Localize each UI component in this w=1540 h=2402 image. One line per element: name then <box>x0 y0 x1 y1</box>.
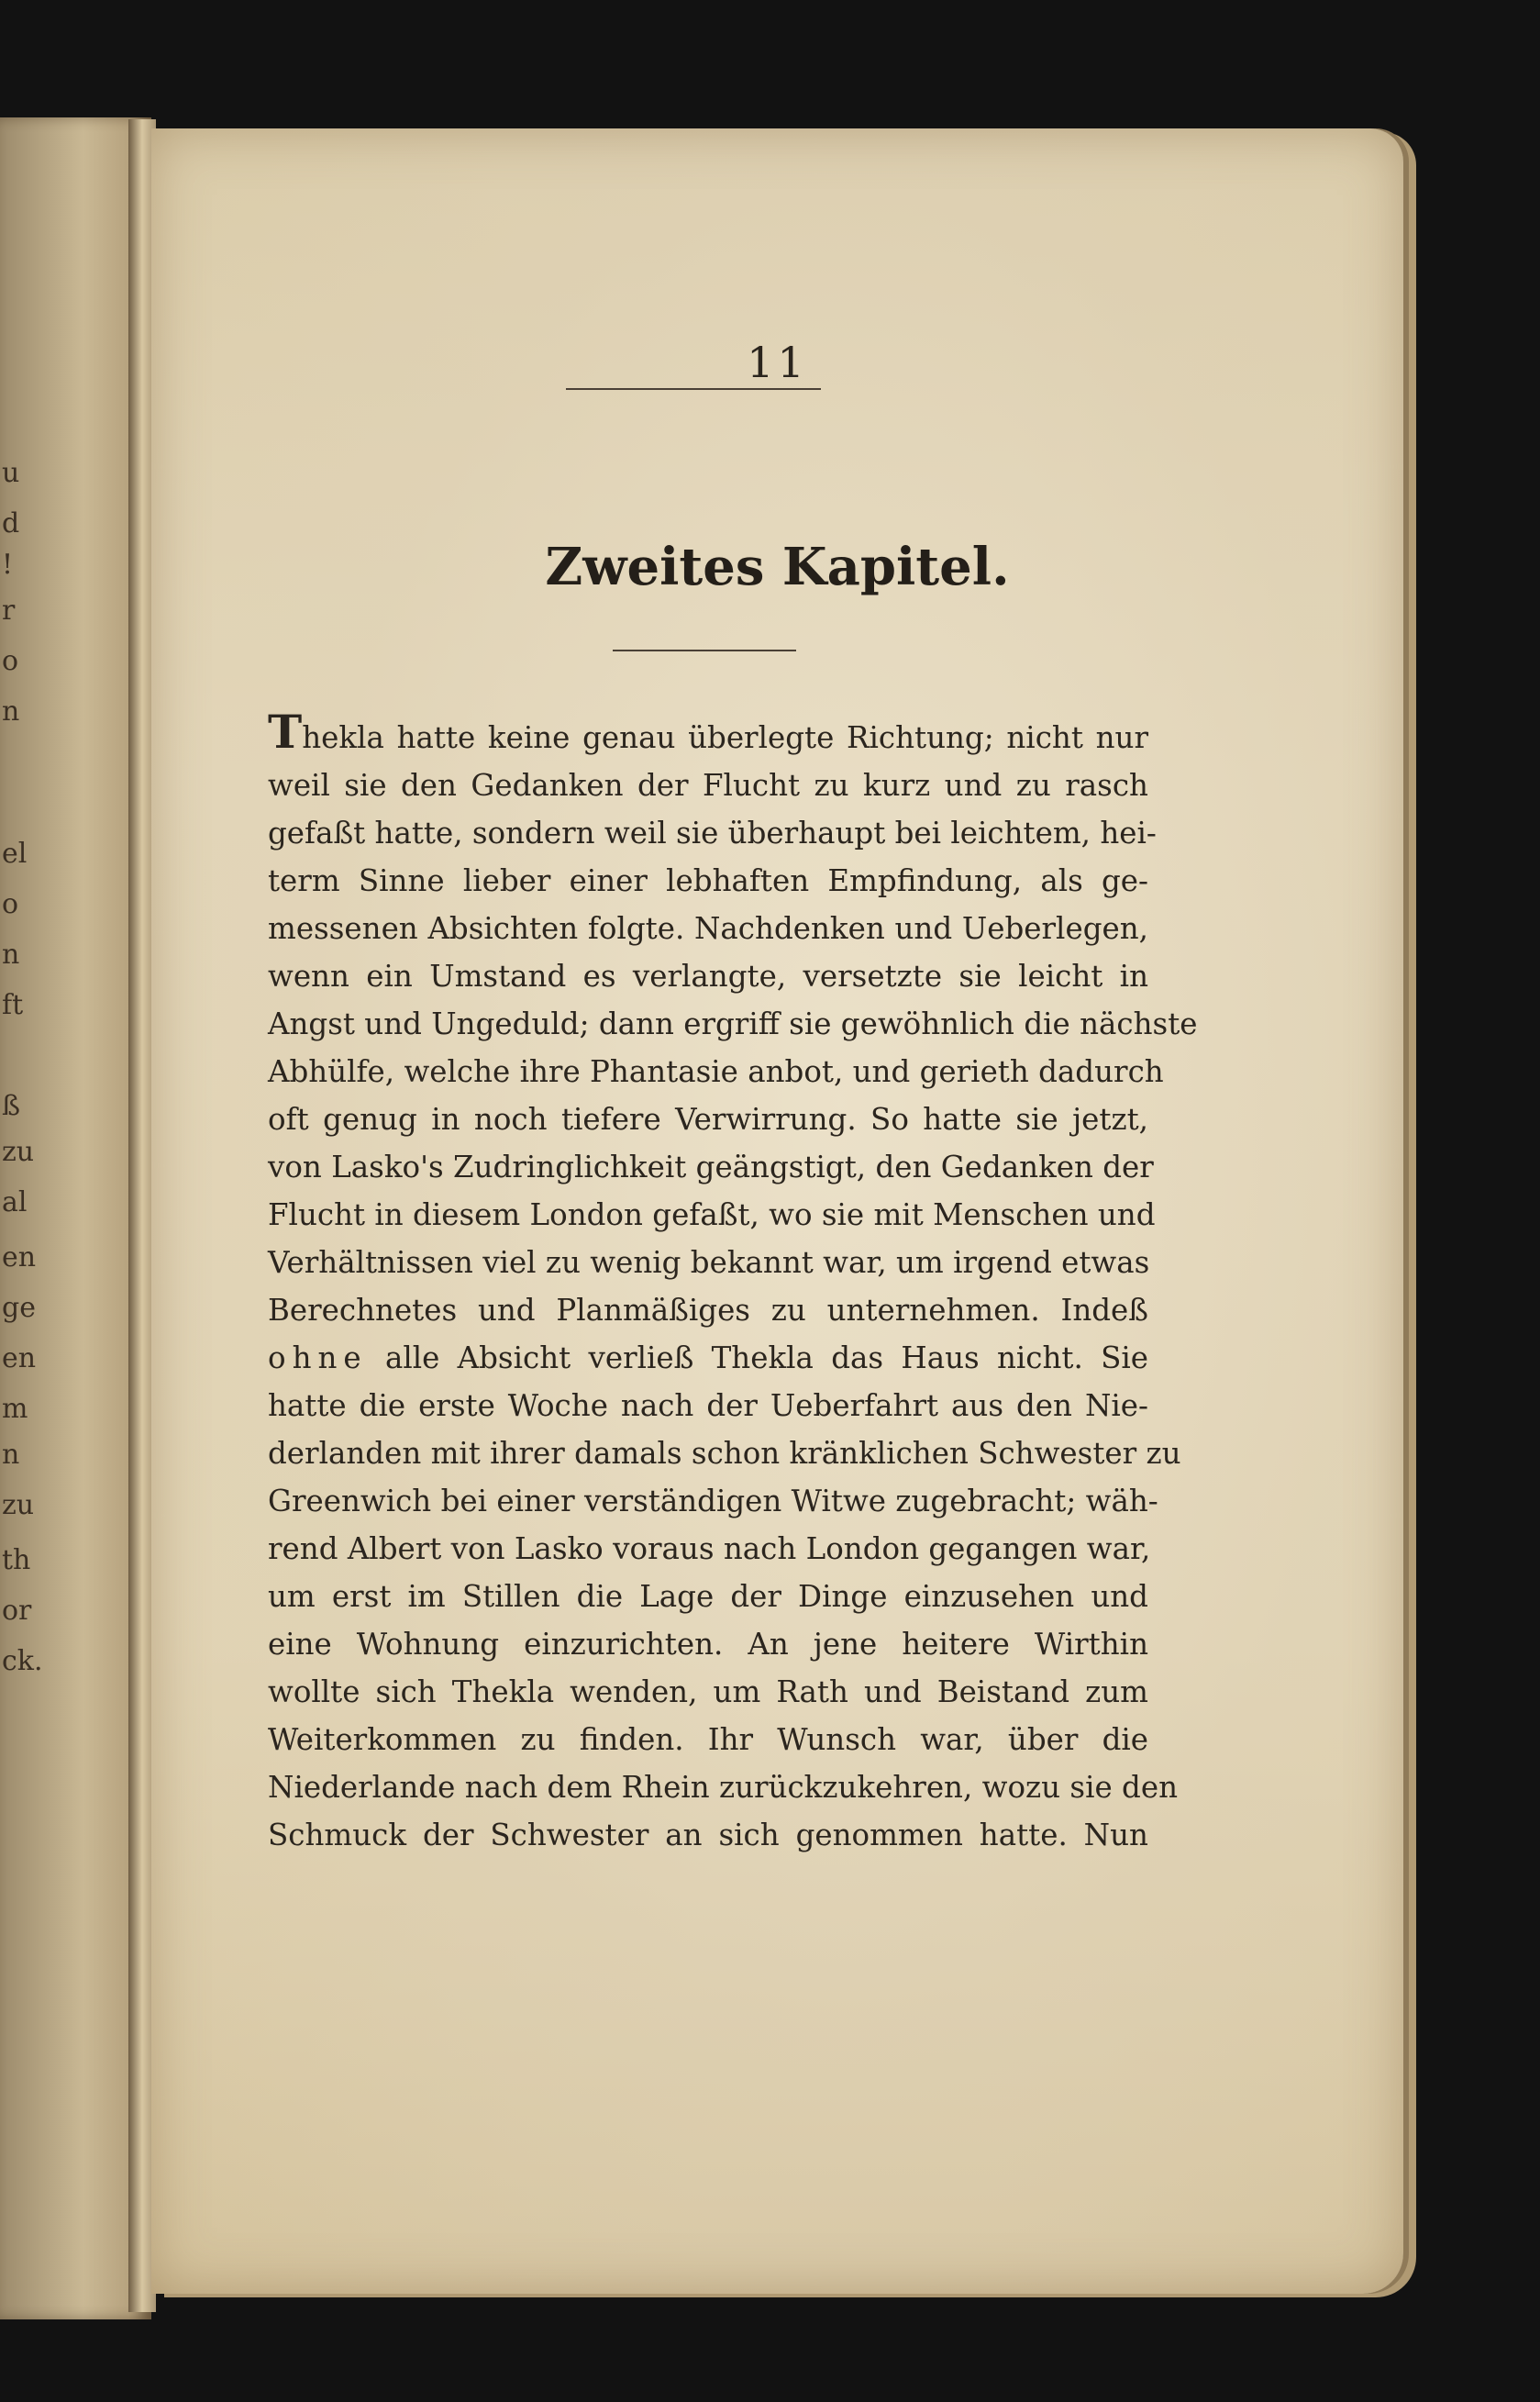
text-line-content: alle Absicht verließ Thekla das Haus nicht. Sie <box>384 1340 1148 1375</box>
left-page-fragment: m <box>2 1393 28 1425</box>
text-line: wenn ein Umstand es verlangte, versetzte sie leicht in <box>268 959 1148 994</box>
left-page-fragment: th <box>2 1544 31 1576</box>
left-page-fragment: n <box>2 695 20 728</box>
left-page-fragment: ck. <box>2 1645 43 1677</box>
text-line: Greenwich bei einer verständigen Witwe zugebracht; wäh- <box>268 1484 1158 1518</box>
chapter-rule <box>613 650 796 651</box>
text-line: Schmuck der Schwester an sich genommen hatte. Nun <box>268 1818 1148 1852</box>
left-page-fragment: ft <box>2 989 24 1021</box>
left-page-fragment: o <box>2 645 19 677</box>
left-page-fragment: el <box>2 838 28 870</box>
text-line: derlanden mit ihrer damals schon kränklichen Schwester zu <box>268 1436 1181 1471</box>
first-word-rest: hekla <box>302 720 384 755</box>
left-page-fragment: u <box>2 457 20 489</box>
text-line: messenen Absichten folgte. Nachdenken und Ueberlegen, <box>268 911 1148 946</box>
left-page-fragment: ß <box>2 1090 21 1122</box>
text-line: um erst im Stillen die Lage der Dinge einzusehen und <box>268 1579 1148 1614</box>
left-page-fragment: d <box>2 507 20 539</box>
initial-letter: T <box>268 705 303 759</box>
left-page-fragment: n <box>2 939 20 971</box>
header-rule <box>566 388 821 390</box>
left-page-fragment: ge <box>2 1292 36 1324</box>
text-line-content: hatte keine genau überlegte Richtung; nicht nur <box>396 720 1148 755</box>
text-line: Verhältnissen viel zu wenig bekannt war, um irgend etwas <box>268 1245 1150 1280</box>
page-number: 11 <box>747 338 808 387</box>
left-page-fragment: zu <box>2 1489 35 1521</box>
left-page-fragment: en <box>2 1342 37 1374</box>
text-line: Berechnetes und Planmäßiges zu unternehmen. Indeß <box>268 1293 1148 1328</box>
left-page-fragment: en <box>2 1241 37 1273</box>
body-text <box>268 705 1198 1859</box>
left-page-fragment: al <box>2 1186 28 1218</box>
text-line: Weiterkommen zu finden. Ihr Wunsch war, über die <box>268 1722 1148 1757</box>
left-page-fragment: n <box>2 1439 20 1471</box>
text-line: Flucht in diesem London gefaßt, wo sie mit Menschen und <box>268 1197 1156 1232</box>
text-line <box>268 705 1148 762</box>
left-page-fragment: or <box>2 1595 32 1627</box>
left-page-fragment: o <box>2 888 19 920</box>
text-line: wollte sich Thekla wenden, um Rath und Beistand zum <box>268 1674 1148 1709</box>
left-page-fragment: ! <box>2 549 14 581</box>
text-line: Angst und Ungeduld; dann ergriff sie gewöhnlich die nächste <box>268 1006 1198 1041</box>
left-page-fragment: zu <box>2 1136 35 1168</box>
text-line: Abhülfe, welche ihre Phantasie anbot, und gerieth dadurch <box>268 1054 1164 1089</box>
text-line: Niederlande nach dem Rhein zurückzukehren, wozu sie den <box>268 1770 1179 1805</box>
left-page-fragment: r <box>2 595 16 627</box>
text-line: von Lasko's Zudringlichkeit geängstigt, den Gedanken der <box>268 1150 1154 1184</box>
text-line: rend Albert von Lasko voraus nach London gegangen war, <box>268 1531 1151 1566</box>
text-line: oft genug in noch tiefere Verwirrung. So hatte sie jetzt, <box>268 1102 1148 1137</box>
text-line: weil sie den Gedanken der Flucht zu kurz und zu rasch <box>268 768 1148 803</box>
text-line: hatte die erste Woche nach der Ueberfahrt aus den Nie- <box>268 1388 1148 1423</box>
book-page <box>151 128 1403 2294</box>
chapter-title: Zweites Kapitel. <box>545 537 1010 597</box>
emphasized-word: ohne <box>268 1340 368 1375</box>
text-line <box>268 1334 1148 1382</box>
text-line: term Sinne lieber einer lebhaften Empfindung, als ge- <box>268 863 1148 898</box>
text-line: gefaßt hatte, sondern weil sie überhaupt bei leichtem, hei- <box>268 816 1157 851</box>
text-line: eine Wohnung einzurichten. An jene heitere Wirthin <box>268 1627 1148 1662</box>
